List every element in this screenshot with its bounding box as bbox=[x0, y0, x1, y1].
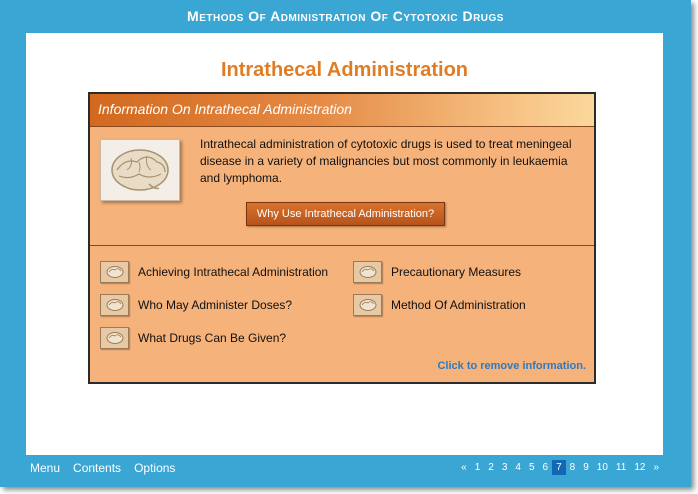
brain-image bbox=[100, 139, 180, 201]
link-what-drugs[interactable] bbox=[100, 327, 286, 349]
intro-text: Intrathecal administration of cytotoxic drugs is used to treat meningeal disease in a variety of malignancies but most commonly in leukaemia and lymphoma. bbox=[200, 137, 572, 185]
contents-link[interactable]: Contents bbox=[73, 461, 122, 475]
link-label: Precautionary Measures bbox=[391, 265, 522, 279]
menu-link[interactable]: Menu bbox=[30, 461, 61, 475]
link-method[interactable] bbox=[353, 294, 526, 316]
content-area bbox=[26, 33, 663, 455]
page-title: Intrathecal Administration bbox=[220, 59, 469, 81]
pager-page[interactable]: 1 bbox=[474, 462, 481, 473]
pager-page[interactable]: 11 bbox=[615, 462, 627, 473]
link-precautionary[interactable] bbox=[353, 261, 521, 283]
pager bbox=[457, 460, 663, 475]
pager-page[interactable]: 5 bbox=[528, 462, 535, 473]
pager-next[interactable]: » bbox=[653, 462, 659, 473]
brain-icon bbox=[100, 294, 129, 316]
brain-icon bbox=[353, 261, 382, 283]
pager-page[interactable]: 4 bbox=[515, 462, 521, 473]
pager-page[interactable]: 10 bbox=[596, 462, 608, 473]
options-link[interactable]: Options bbox=[134, 461, 176, 475]
pager-page-current[interactable]: 7 bbox=[552, 460, 566, 475]
app-title: Methods Of Administration Of Cytotoxic Drugs bbox=[187, 8, 504, 24]
info-panel bbox=[88, 92, 596, 384]
divider bbox=[90, 245, 594, 246]
pager-page[interactable]: 9 bbox=[583, 462, 589, 473]
link-who-may-administer[interactable] bbox=[100, 294, 292, 316]
link-label: Achieving Intrathecal Administration bbox=[138, 265, 329, 279]
remove-information-link[interactable]: Click to remove information. bbox=[437, 360, 586, 372]
brain-icon bbox=[101, 140, 179, 200]
footer-nav bbox=[30, 461, 175, 475]
brain-icon bbox=[100, 327, 129, 349]
pager-page[interactable]: 12 bbox=[634, 462, 646, 473]
link-achieving[interactable] bbox=[100, 261, 328, 283]
why-use-button[interactable]: Why Use Intrathecal Administration? bbox=[246, 202, 445, 226]
panel-header-title: Information On Intrathecal Administration bbox=[98, 101, 352, 117]
link-label: Method Of Administration bbox=[391, 298, 526, 312]
pager-page[interactable]: 3 bbox=[501, 462, 508, 473]
panel-header bbox=[90, 94, 594, 127]
link-label: Who May Administer Doses? bbox=[138, 298, 293, 312]
link-label: What Drugs Can Be Given? bbox=[138, 331, 287, 345]
pager-page[interactable]: 8 bbox=[569, 462, 576, 473]
brain-icon bbox=[100, 261, 129, 283]
pager-page[interactable]: 6 bbox=[542, 462, 549, 473]
pager-page[interactable]: 2 bbox=[488, 462, 494, 473]
brain-icon bbox=[353, 294, 382, 316]
pager-prev[interactable]: « bbox=[461, 462, 467, 473]
